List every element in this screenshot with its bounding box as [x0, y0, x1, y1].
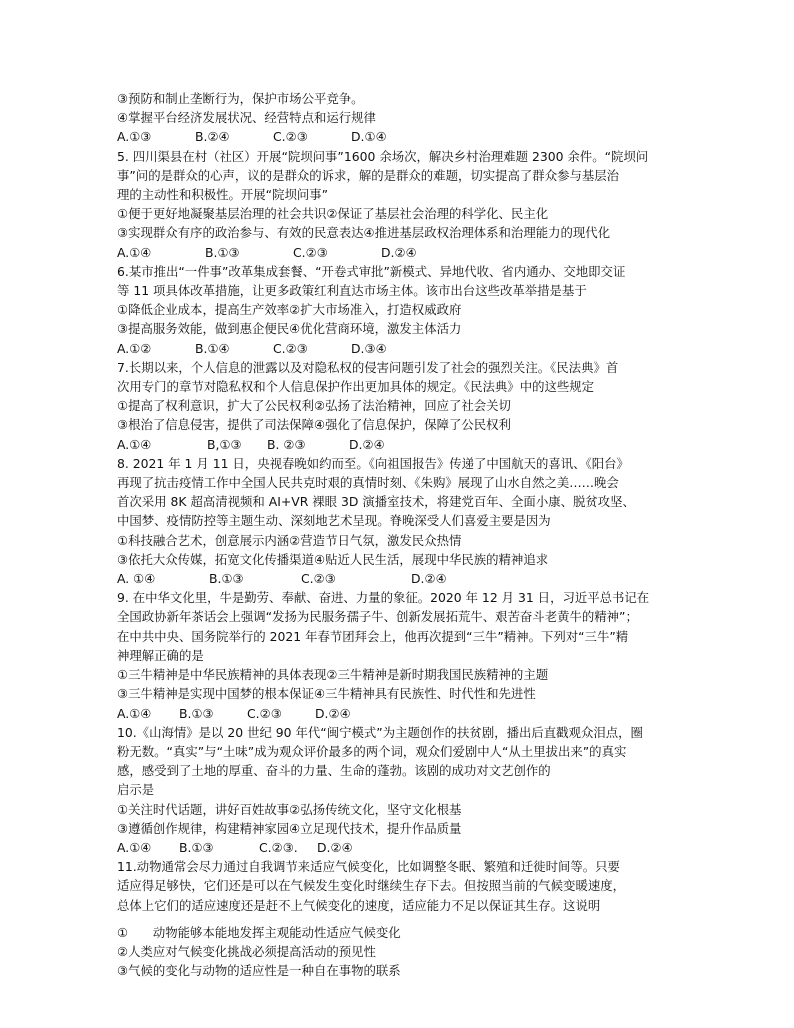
question-stem: 全国政协新年茶话会上强调“发扬为民服务孺子牛、创新发展拓荒牛、艰苦奋斗老黄牛的精神”； [117, 609, 638, 625]
choice-item: ③依托大众传媒，拓宽文化传播渠道④贴近人民生活，展现中华民族的精神追求 [117, 551, 549, 567]
question-stem: 适应得足够快，它们还是可以在气候发生变化时继续生存下去。但按照当前的气候变暖速度， [117, 878, 626, 894]
question-stem: 事”问的是群众的心声，议的是群众的诉求，解的是群众的难题，切实提高了群众参与基层治 [117, 167, 620, 183]
question-stem: 5. 四川渠县在村（社区）开展“院坝问事”1600 余场次，解决乡村治理难题 2300 余件。“院坝问 [117, 148, 649, 164]
option-line: ④掌握平台经济发展状况、经营特点和运行规律 [117, 110, 376, 126]
choice-item: ③提高服务效能，做到惠企便民④优化营商环境，激发主体活力 [117, 321, 462, 337]
question-stem: 10.《山海情》是以 20 世纪 90 年代“闽宁模式”为主题创作的扶贫剧，播出后直戳观众泪点，圈 [117, 724, 643, 740]
choice-item: ①三牛精神是中华民族精神的具体表现②三牛精神是新时期我国民族精神的主题 [117, 667, 549, 683]
question-stem: 首次采用 8K 超高清视频和 AI+VR 裸眼 3D 演播室技术，将建党百年、全面小康、脱贫攻坚、 [117, 494, 635, 510]
question-stem: 9. 在中华文化里，牛是勤劳、奉献、奋进、力量的象征。2020 年 12 月 31 日，习近平总书记在 [117, 590, 650, 606]
answer-options: A.①② B.①④ C.②③ D.③④ [117, 340, 387, 356]
choice-item: ①提高了权利意识，扩大了公民权利②弘扬了法治精神，回应了社会关切 [117, 398, 511, 414]
question-stem: 11.动物通常会尽力通过自我调节来适应气候变化，比如调整冬眠、繁殖和迁徙时间等。只要 [117, 859, 620, 875]
choice-item: ①科技融合艺术，创意展示内涵②营造节日气氛，激发民众热情 [117, 532, 462, 548]
question-stem: 总体上它们的适应速度还是赶不上气候变化的速度，适应能力不足以保证其生存。这说明 [117, 897, 601, 913]
choice-item: ③气候的变化与动物的适应性是一种自在事物的联系 [117, 963, 401, 979]
spacer [117, 915, 734, 923]
choice-item: ①降低企业成本，提高生产效率②扩大市场准入，打造权威政府 [117, 302, 462, 318]
choice-item: ①便于更好地凝聚基层治理的社会共识②保证了基层社会治理的科学化、民主化 [117, 206, 549, 222]
question-stem: 启示是 [117, 782, 155, 798]
question-stem: 粉无数。“真实”与“土味”成为观众评价最多的两个词，观众们爱剧中人“从土里拔出来”的真实 [117, 743, 627, 759]
question-stem: 中国梦、疫情防控等主题生动、深刻地艺术呈现。脊晚深受人们喜爱主要是因为 [117, 513, 551, 529]
question-stem: 神理解正确的是 [117, 647, 204, 663]
question-stem: 8. 2021 年 1 月 11 日，央视春晚如约而至。《向祖国报告》传递了中国航天的喜讯、《阳台》 [117, 455, 629, 471]
answer-options: A.①④ B.①③ C.②③. D.②④ [117, 839, 353, 855]
option-line: ③预防和制止垄断行为，保护市场公平竞争。 [117, 91, 364, 106]
question-stem: 再现了抗击疫情工作中全国人民共克时艰的真情时刻、《朱购》展现了山水自然之美……晚会 [117, 475, 619, 491]
answer-options: A.①③ B.②④ C.②③ D.①④ [117, 129, 387, 145]
answer-options: A.①④ B,①③ B. ②③ D.②④ [117, 436, 385, 452]
choice-item: ③实现群众有序的政治参与、有效的民意表达④推进基层政权治理体系和治理能力的现代化 [117, 225, 611, 241]
choice-item: ②人类应对气候变化挑战必须提高活动的预见性 [117, 943, 376, 959]
choice-item: ③遵循创作规律，构建精神家园④立足现代技术，提升作品质量 [117, 820, 462, 836]
choice-item: ③三牛精神是实现中国梦的根本保证④三牛精神具有民族性、时代性和先进性 [117, 686, 536, 702]
answer-options: A.①④ B.①③ C.②③ D.②④ [117, 705, 351, 721]
question-stem: 等 11 项具体改革措施，让更多政策红利直达市场主体。该市出台这些改革举措是基于 [117, 283, 587, 299]
answer-options: A. ①④ B.①③ C.②③ D.②④ [117, 571, 447, 587]
choice-item: ③根治了信息侵害，提供了司法保障④强化了信息保护，保障了公民权利 [117, 417, 511, 433]
answer-options: A.①④ B.①③ C.②③ D.②④ [117, 244, 417, 260]
question-stem: 次用专门的章节对隐私权和个人信息保护作出更加具体的规定。《民法典》中的这些规定 [117, 379, 595, 395]
question-stem: 感，感受到了土地的厚重、奋斗的力量、生命的蓬勃。该剧的成功对文艺创作的 [117, 763, 551, 779]
question-stem: 7.长期以来，个人信息的泄露以及对隐私权的侵害问题引发了社会的强烈关注。《民法典》首 [117, 359, 619, 375]
question-stem: 在中共中央、国务院举行的 2021 年春节团拜会上，他再次提到“三牛”精神。下列对“三牛”精 [117, 628, 629, 644]
choice-item: ①关注时代话题，讲好百姓故事②弘扬传统文化，坚守文化根基 [117, 801, 462, 817]
question-stem: 理的主动性和积极性。开展“院坝问事” [117, 187, 329, 203]
choice-item: ① 动物能够本能地发挥主观能动性适应气候变化 [117, 924, 401, 940]
question-stem: 6.某市推出“一件事”改革集成套餐、“开卷式审批”新模式、异地代收、省内通办、交地即交证 [117, 263, 626, 279]
